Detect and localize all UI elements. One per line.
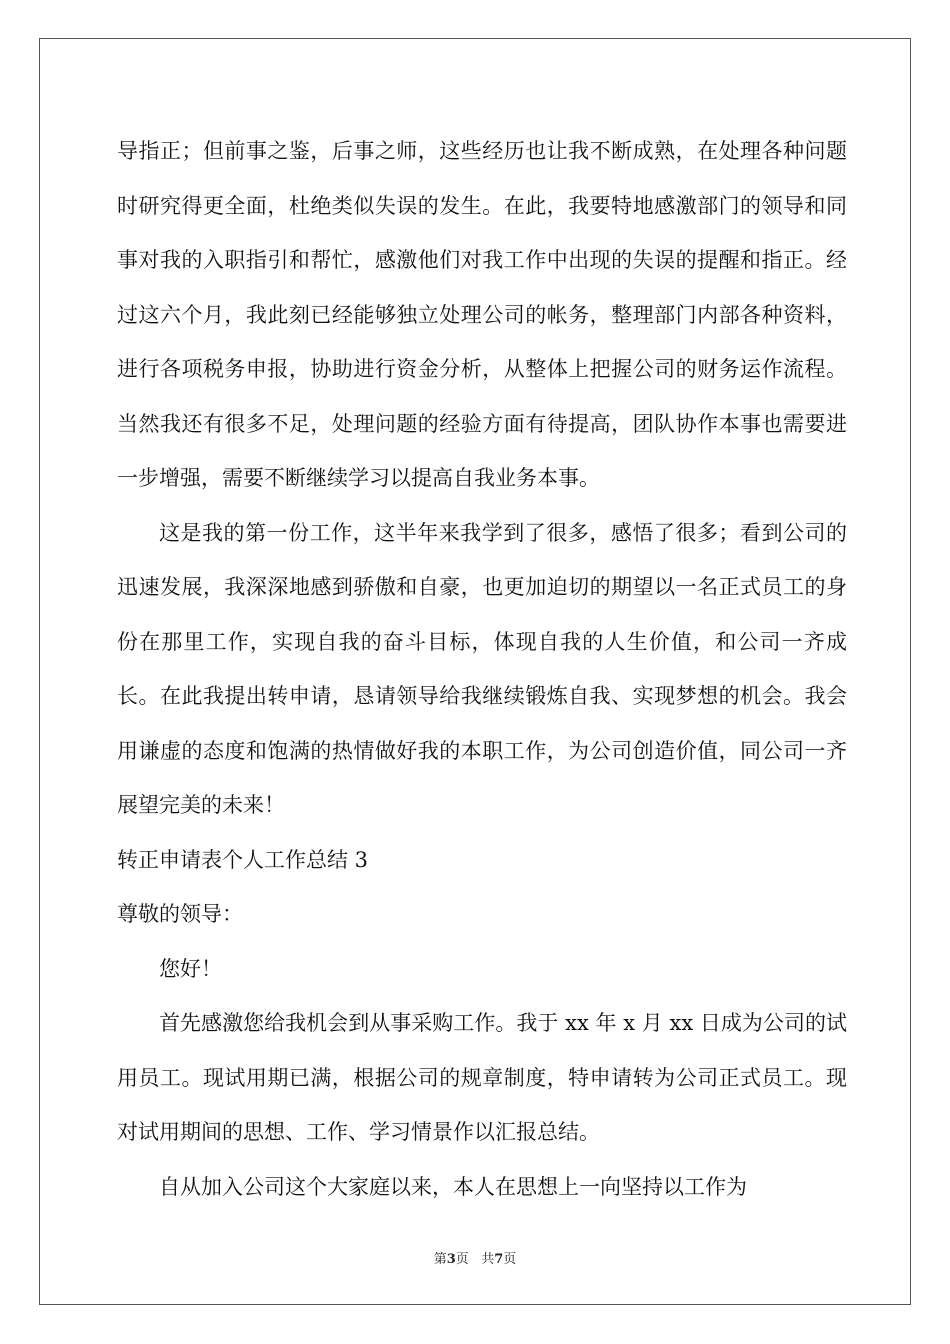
page-suffix: 页	[455, 1252, 469, 1267]
total-pages: 7	[494, 1252, 504, 1267]
total-prefix: 共	[481, 1252, 495, 1267]
page-footer	[0, 1248, 950, 1267]
document-body	[117, 124, 847, 1214]
paragraph-thoughts: 自从加入公司这个大家庭以来，本人在思想上一向坚持以工作为	[159, 1174, 747, 1199]
greeting: 您好！	[159, 956, 222, 981]
paragraph-first-job: 这是我的第一份工作，这半年来我学到了很多，感悟了很多；看到公司的迅速发展，我深深地感到骄傲和自豪，也更加迫切的期望以一名正式员工的身份在那里工作，实现自我的奋斗目标，体现自我的人生价值，和公司一齐成长。在此我提出转申请，恳请领导给我继续锻炼自我、实现梦想的机会。我会用谦虚的态度和饱满的热情做好我的本职工作，为公司创造价值，同公司一齐展望完美的未来！	[117, 520, 847, 817]
salutation: 尊敬的领导：	[117, 902, 243, 926]
section-title: 转正申请表个人工作总结 3	[117, 847, 369, 872]
page-number: 3	[446, 1252, 456, 1267]
page-prefix: 第	[433, 1252, 447, 1267]
paragraph-continued: 导指正；但前事之鉴，后事之师，这些经历也让我不断成熟，在处理各种问题时研究得更全面，杜绝类似失误的发生。在此，我要特地感激部门的领导和同事对我的入职指引和帮忙，感激他们对我工作中出现的失误的提醒和指正。经过这六个月，我此刻已经能够独立处理公司的帐务，整理部门内部各种资料，进行各项税务申报，协助进行资金分析，从整体上把握公司的财务运作流程。当然我还有很多不足，处理问题的经验方面有待提高，团队协作本事也需要进一步增强，需要不断继续学习以提高自我业务本事。	[117, 139, 847, 490]
total-suffix: 页	[503, 1252, 517, 1267]
paragraph-intro: 首先感激您给我机会到从事采购工作。我于 xx 年 x 月 xx 日成为公司的试用员工。现试用期已满，根据公司的规章制度，特申请转为公司正式员工。现对试用期间的思想、工作、学习情景作以汇报总结。	[117, 1011, 847, 1144]
